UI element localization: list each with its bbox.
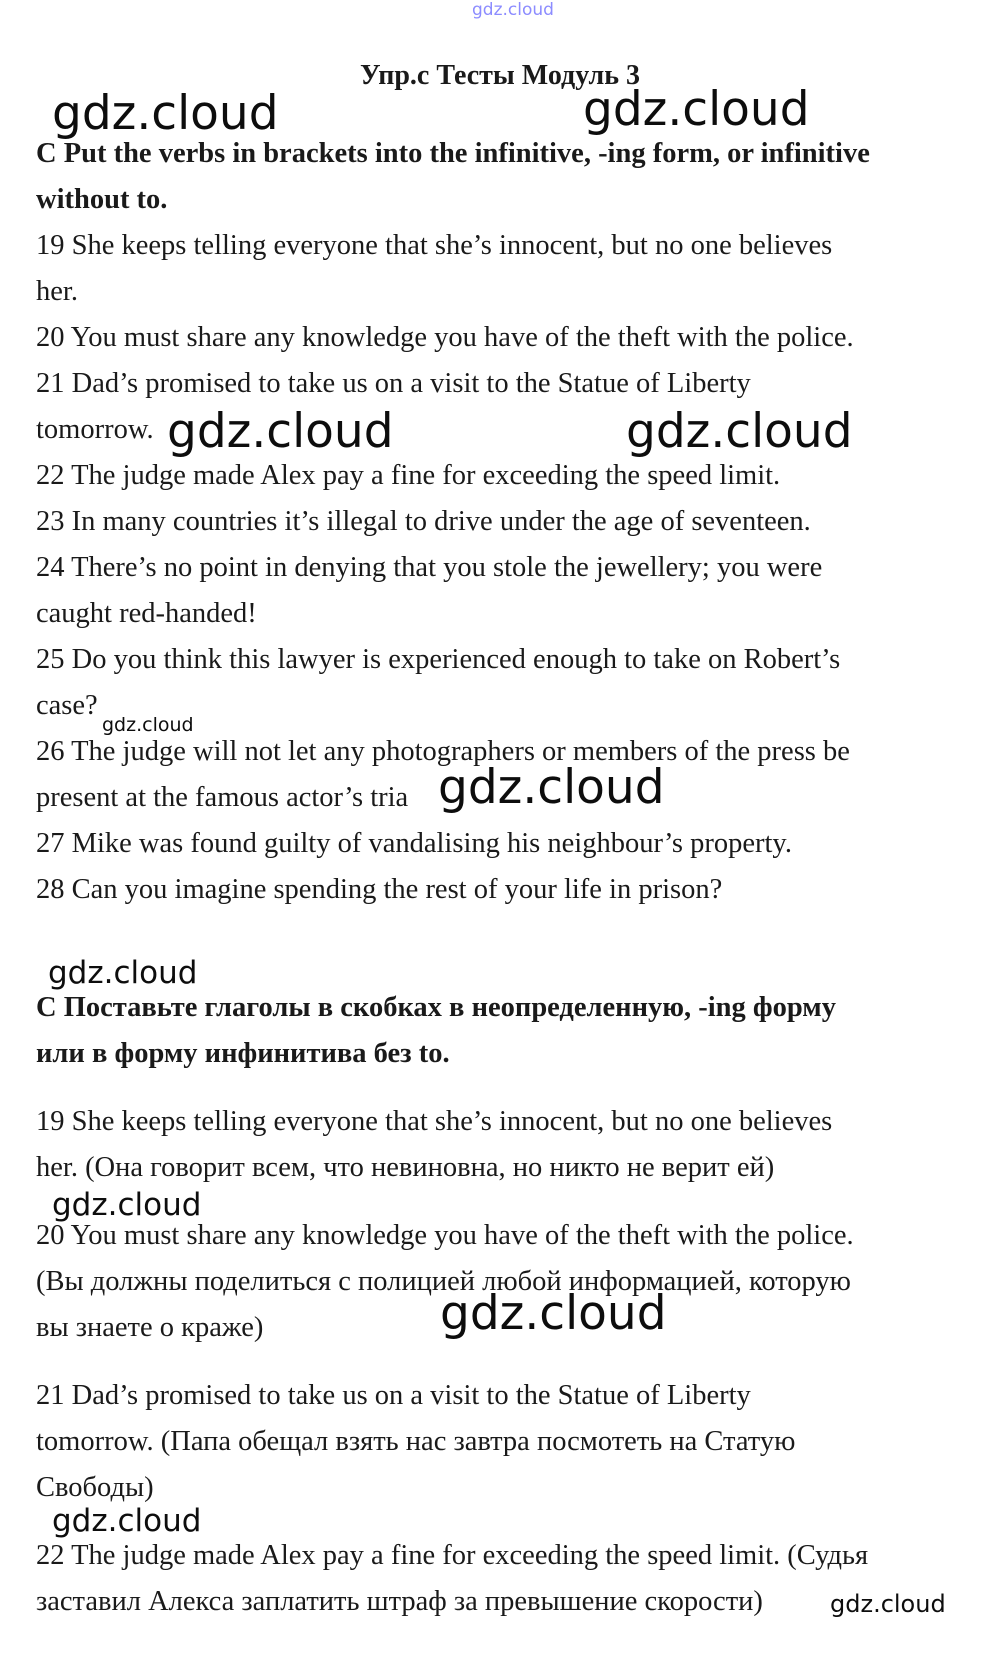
- text-line: 20 You must share any knowledge you have of the theft with the police.: [36, 1220, 854, 1251]
- text-line: case?: [36, 690, 98, 721]
- text-line: 28 Can you imagine spending the rest of your life in prison?: [36, 874, 723, 905]
- site-watermark-top: gdz.cloud: [472, 0, 554, 20]
- text-line: tomorrow. (Папа обещал взять нас завтра посмотеть на Статую: [36, 1426, 796, 1457]
- text-line: 19 She keeps telling everyone that she’s innocent, but no one believes: [36, 230, 833, 261]
- text-line: 24 There’s no point in denying that you stole the jewellery; you were: [36, 552, 823, 583]
- watermark-text: gdz.cloud: [583, 82, 810, 137]
- text-line: 27 Mike was found guilty of vandalising his neighbour’s property.: [36, 828, 792, 859]
- text-line: caught red-handed!: [36, 598, 257, 629]
- text-line: her. (Она говорит всем, что невиновна, но никто не верит ей): [36, 1152, 775, 1183]
- text-line: 23 In many countries it’s illegal to drive under the age of seventeen.: [36, 506, 811, 537]
- watermark-text: gdz.cloud: [52, 1503, 202, 1539]
- text-line: 22 The judge made Alex pay a fine for exceeding the speed limit.: [36, 460, 781, 491]
- text-line: 19 She keeps telling everyone that she’s innocent, but no one believes: [36, 1106, 833, 1137]
- watermark-text: gdz.cloud: [626, 404, 853, 459]
- page-title: Упр.с Тесты Модуль 3: [359, 60, 641, 91]
- text-line: 25 Do you think this lawyer is experienced enough to take on Robert’s: [36, 644, 841, 675]
- text-line: Свободы): [36, 1472, 154, 1503]
- text-line: 20 You must share any knowledge you have of the theft with the police.: [36, 322, 854, 353]
- watermark-text: gdz.cloud: [52, 86, 279, 141]
- text-line: вы знаете о краже): [36, 1312, 264, 1343]
- watermark-text: gdz.cloud: [52, 1187, 202, 1223]
- watermark-text: gdz.cloud: [167, 404, 394, 459]
- text-line: 21 Dad’s promised to take us on a visit to the Statue of Liberty: [36, 368, 751, 399]
- watermark-text: gdz.cloud: [440, 1286, 667, 1341]
- watermark-text: gdz.cloud: [48, 955, 198, 991]
- text-line: заставил Алекса заплатить штраф за превышение скорости): [36, 1586, 763, 1617]
- text-line: (Вы должны поделиться с полицией любой информацией, которую: [36, 1266, 851, 1297]
- instruction-heading-ru-line1: C Поставьте глаголы в скобках в неопределенную, -ing форму: [36, 992, 836, 1023]
- text-line: 21 Dad’s promised to take us on a visit to the Statue of Liberty: [36, 1380, 751, 1411]
- watermark-text: gdz.cloud: [102, 714, 194, 736]
- instruction-heading-en-line1: C Put the verbs in brackets into the infinitive, -ing form, or infinitive: [36, 138, 870, 169]
- text-line: 26 The judge will not let any photographers or members of the press be: [36, 736, 850, 767]
- instruction-heading-ru-line2: или в форму инфинитива без to.: [36, 1038, 450, 1069]
- text-line: her.: [36, 276, 78, 307]
- text-line: 22 The judge made Alex pay a fine for exceeding the speed limit. (Судья: [36, 1540, 869, 1571]
- text-line: tomorrow.: [36, 414, 154, 445]
- watermark-text: gdz.cloud: [438, 760, 665, 815]
- instruction-heading-en-line2: without to.: [36, 184, 168, 215]
- text-line: present at the famous actor’s tria: [36, 782, 409, 813]
- watermark-text: gdz.cloud: [830, 1590, 946, 1618]
